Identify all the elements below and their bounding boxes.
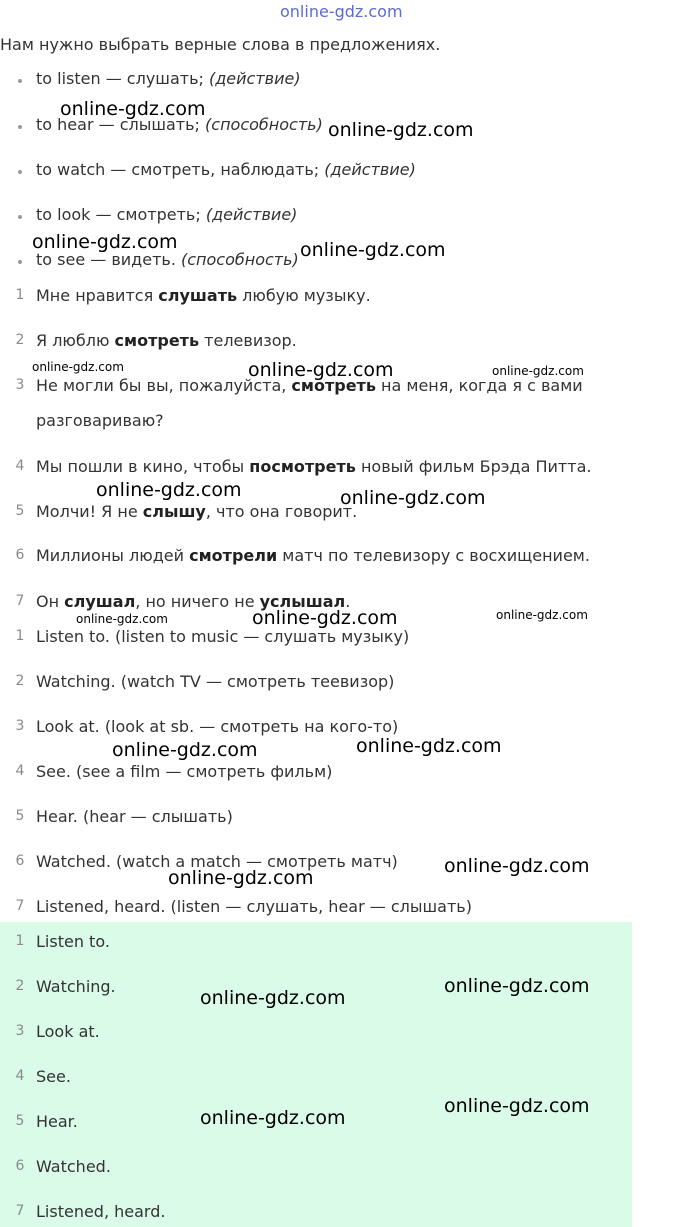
sentence-text: , но ничего не <box>135 592 260 611</box>
item-number: 2 <box>15 978 25 994</box>
watermark: online-gdz.com <box>168 867 314 889</box>
answer-text: Listened, heard. <box>36 1202 166 1221</box>
bullet-icon <box>18 79 22 83</box>
sentence-text: Он <box>36 592 65 611</box>
sentence-text: , что она говорит. <box>205 502 358 521</box>
vocabulary-note: (действие) <box>205 205 298 224</box>
sentence-continuation: разговариваю? <box>36 411 164 430</box>
item-number: 2 <box>15 332 25 348</box>
watermark: online-gdz.com <box>200 1107 346 1129</box>
vocabulary-note: (способность) <box>205 115 323 134</box>
explanation-text: Hear. (hear — слышать) <box>36 807 233 826</box>
vocabulary-word: to see — видеть. <box>36 250 176 269</box>
highlighted-word: слушать <box>158 286 238 305</box>
bullet-icon <box>18 260 22 264</box>
highlighted-word: смотреть <box>114 331 200 350</box>
bullet-icon <box>18 215 22 219</box>
answer-text: Hear. <box>36 1112 78 1131</box>
watermark: online-gdz.com <box>300 239 446 261</box>
watermark: online-gdz.com <box>76 612 168 626</box>
bullet-icon <box>18 125 22 129</box>
watermark: online-gdz.com <box>200 987 346 1009</box>
answer-text: Watched. <box>36 1157 111 1176</box>
watermark: online-gdz.com <box>444 855 590 877</box>
highlighted-word: услышал <box>259 592 346 611</box>
item-number: 6 <box>15 853 25 869</box>
watermark: online-gdz.com <box>32 360 124 374</box>
answer-text: Watching. <box>36 977 116 996</box>
intro-text: Нам нужно выбрать верные слова в предложениях. <box>0 35 441 54</box>
item-number: 5 <box>15 503 25 519</box>
item-number: 2 <box>15 673 25 689</box>
explanation-text: Watched. (watch a match — смотреть матч) <box>36 852 398 871</box>
item-number: 4 <box>15 1068 25 1084</box>
answer-text: Look at. <box>36 1022 100 1041</box>
sentence-text: телевизор. <box>199 331 297 350</box>
vocabulary-note: (действие) <box>208 69 301 88</box>
highlighted-word: смотрели <box>189 546 278 565</box>
item-number: 7 <box>15 593 25 609</box>
sentence-text: Миллионы людей <box>36 546 190 565</box>
sentence-text: Мне нравится <box>36 286 159 305</box>
highlighted-word: посмотреть <box>249 457 356 476</box>
answer-box <box>0 922 632 1227</box>
explanation-text: Listen to. (listen to music — слушать музыку) <box>36 627 410 646</box>
bullet-icon <box>18 170 22 174</box>
item-number: 1 <box>15 933 25 949</box>
sentence-text: Не могли бы вы, пожалуйста, <box>36 376 292 395</box>
item-number: 7 <box>15 898 25 914</box>
item-number: 3 <box>15 1023 25 1039</box>
watermark: online-gdz.com <box>496 608 588 622</box>
watermark: online-gdz.com <box>328 119 474 141</box>
item-number: 3 <box>15 718 25 734</box>
explanation-text: Look at. (look at sb. — смотреть на кого-то) <box>36 717 399 736</box>
sentence-text: матч по телевизору с восхищением. <box>277 546 590 565</box>
watermark: online-gdz.com <box>356 735 502 757</box>
watermark: online-gdz.com <box>248 359 394 381</box>
vocabulary-word: to hear — слышать; <box>36 115 200 134</box>
item-number: 6 <box>15 1158 25 1174</box>
highlighted-word: смотреть <box>291 376 376 395</box>
explanation-text: Listened, heard. (listen — слушать, hear — слышать) <box>36 897 472 916</box>
item-number: 5 <box>15 1113 25 1129</box>
watermark: online-gdz.com <box>444 975 590 997</box>
item-number: 1 <box>15 628 25 644</box>
item-number: 4 <box>15 763 25 779</box>
item-number: 3 <box>15 377 25 393</box>
watermark: online-gdz.com <box>492 364 584 378</box>
vocabulary-word: to look — смотреть; <box>36 205 201 224</box>
sentence-text: Я люблю <box>36 331 115 350</box>
sentence-text: Мы пошли в кино, чтобы <box>36 457 250 476</box>
highlighted-word: слушал <box>64 592 136 611</box>
header-watermark: online-gdz.com <box>280 2 403 21</box>
item-number: 4 <box>15 458 25 474</box>
item-number: 7 <box>15 1203 25 1219</box>
watermark: online-gdz.com <box>96 479 242 501</box>
vocabulary-word: to watch — смотреть, наблюдать; <box>36 160 320 179</box>
watermark: online-gdz.com <box>32 231 178 253</box>
sentence-text: новый фильм Брэда Питта. <box>355 457 592 476</box>
explanation-text: Watching. (watch TV — смотреть теевизор) <box>36 672 395 691</box>
sentence-text: . <box>345 592 351 611</box>
item-number: 1 <box>15 287 25 303</box>
watermark: online-gdz.com <box>444 1095 590 1117</box>
item-number: 6 <box>15 547 25 563</box>
sentence-text: на меня, когда я с вами <box>375 376 583 395</box>
sentence-text: любую музыку. <box>237 286 371 305</box>
vocabulary-note: (действие) <box>324 160 416 179</box>
highlighted-word: слышу <box>142 502 206 521</box>
watermark: online-gdz.com <box>112 739 258 761</box>
explanation-text: See. (see a film — смотреть фильм) <box>36 762 333 781</box>
item-number: 5 <box>15 808 25 824</box>
vocabulary-word: to listen — слушать; <box>36 69 204 88</box>
watermark: online-gdz.com <box>252 607 398 629</box>
answer-text: See. <box>36 1067 71 1086</box>
watermark: online-gdz.com <box>60 98 206 120</box>
watermark: online-gdz.com <box>340 487 486 509</box>
sentence-text: Молчи! Я не <box>36 502 143 521</box>
answer-text: Listen to. <box>36 932 110 951</box>
vocabulary-note: (способность) <box>181 250 299 269</box>
